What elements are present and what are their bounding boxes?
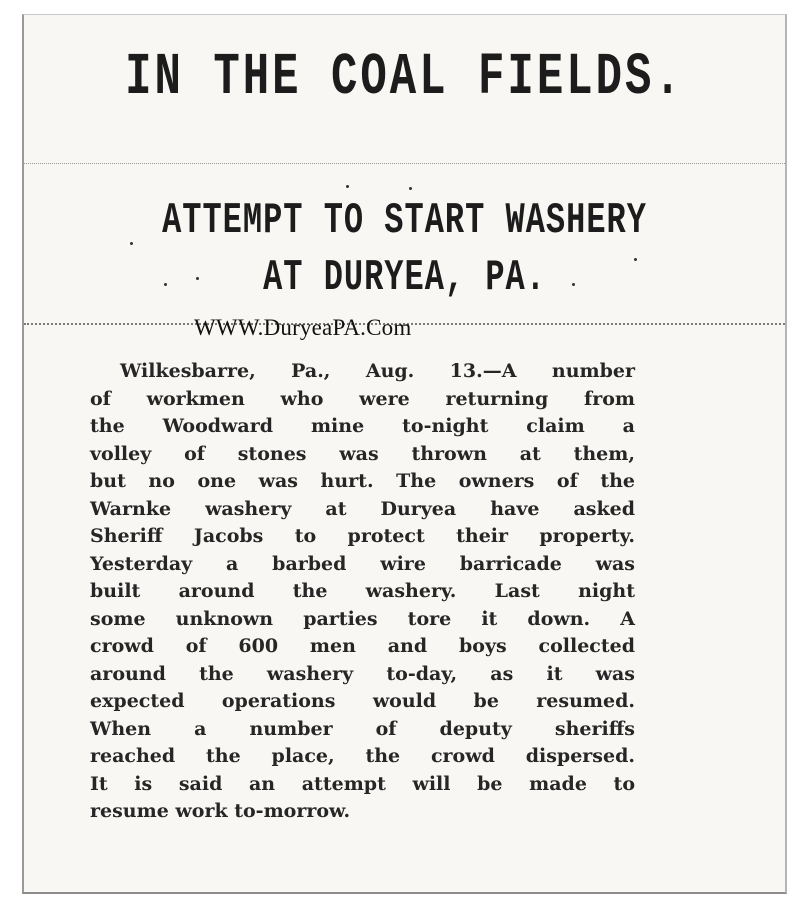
article-line: reached the place, the crowd dispersed. — [90, 745, 635, 767]
article-line: expected operations would be resumed. — [90, 690, 635, 712]
print-speck — [130, 242, 133, 245]
print-speck — [634, 258, 637, 261]
article-line: the Woodward mine to-night claim a — [90, 415, 635, 437]
print-speck — [572, 283, 575, 286]
article-line: but no one was hurt. The owners of the — [90, 470, 635, 492]
article-line: Wilkesbarre, Pa., Aug. 13.—A number — [120, 360, 635, 382]
article-line: resume work to-morrow. — [90, 800, 351, 822]
website-watermark: WWW.DuryeaPA.Com — [194, 315, 412, 340]
article-line: When a number of deputy sheriffs — [90, 717, 635, 740]
article-body — [90, 358, 635, 826]
print-speck — [409, 187, 412, 190]
headline: IN THE COAL FIELDS. — [125, 44, 684, 112]
print-speck — [346, 185, 349, 188]
print-speck — [196, 277, 199, 280]
article-line: Sheriff Jacobs to protect their property. — [90, 525, 635, 547]
subheadline-line-2: AT DURYEA, PA. — [263, 252, 546, 303]
print-speck — [164, 283, 167, 286]
headline-divider — [24, 163, 785, 164]
article-line: volley of stones was thrown at them, — [90, 442, 635, 465]
article-line: of workmen who were returning from — [90, 387, 635, 410]
article-line: Yesterday a barbed wire barricade was — [90, 552, 635, 575]
article-line: crowd of 600 men and boys collected — [90, 635, 635, 657]
article-line: some unknown parties tore it down. A — [90, 607, 635, 630]
article-line: built around the washery. Last night — [90, 580, 635, 602]
article-line: around the washery to-day, as it was — [90, 662, 635, 685]
article-line: It is said an attempt will be made to — [90, 772, 635, 795]
newspaper-clipping — [22, 14, 787, 894]
article-line: Warnke washery at Duryea have asked — [90, 497, 635, 520]
subheadline-line-1: ATTEMPT TO START WASHERY — [162, 195, 647, 246]
